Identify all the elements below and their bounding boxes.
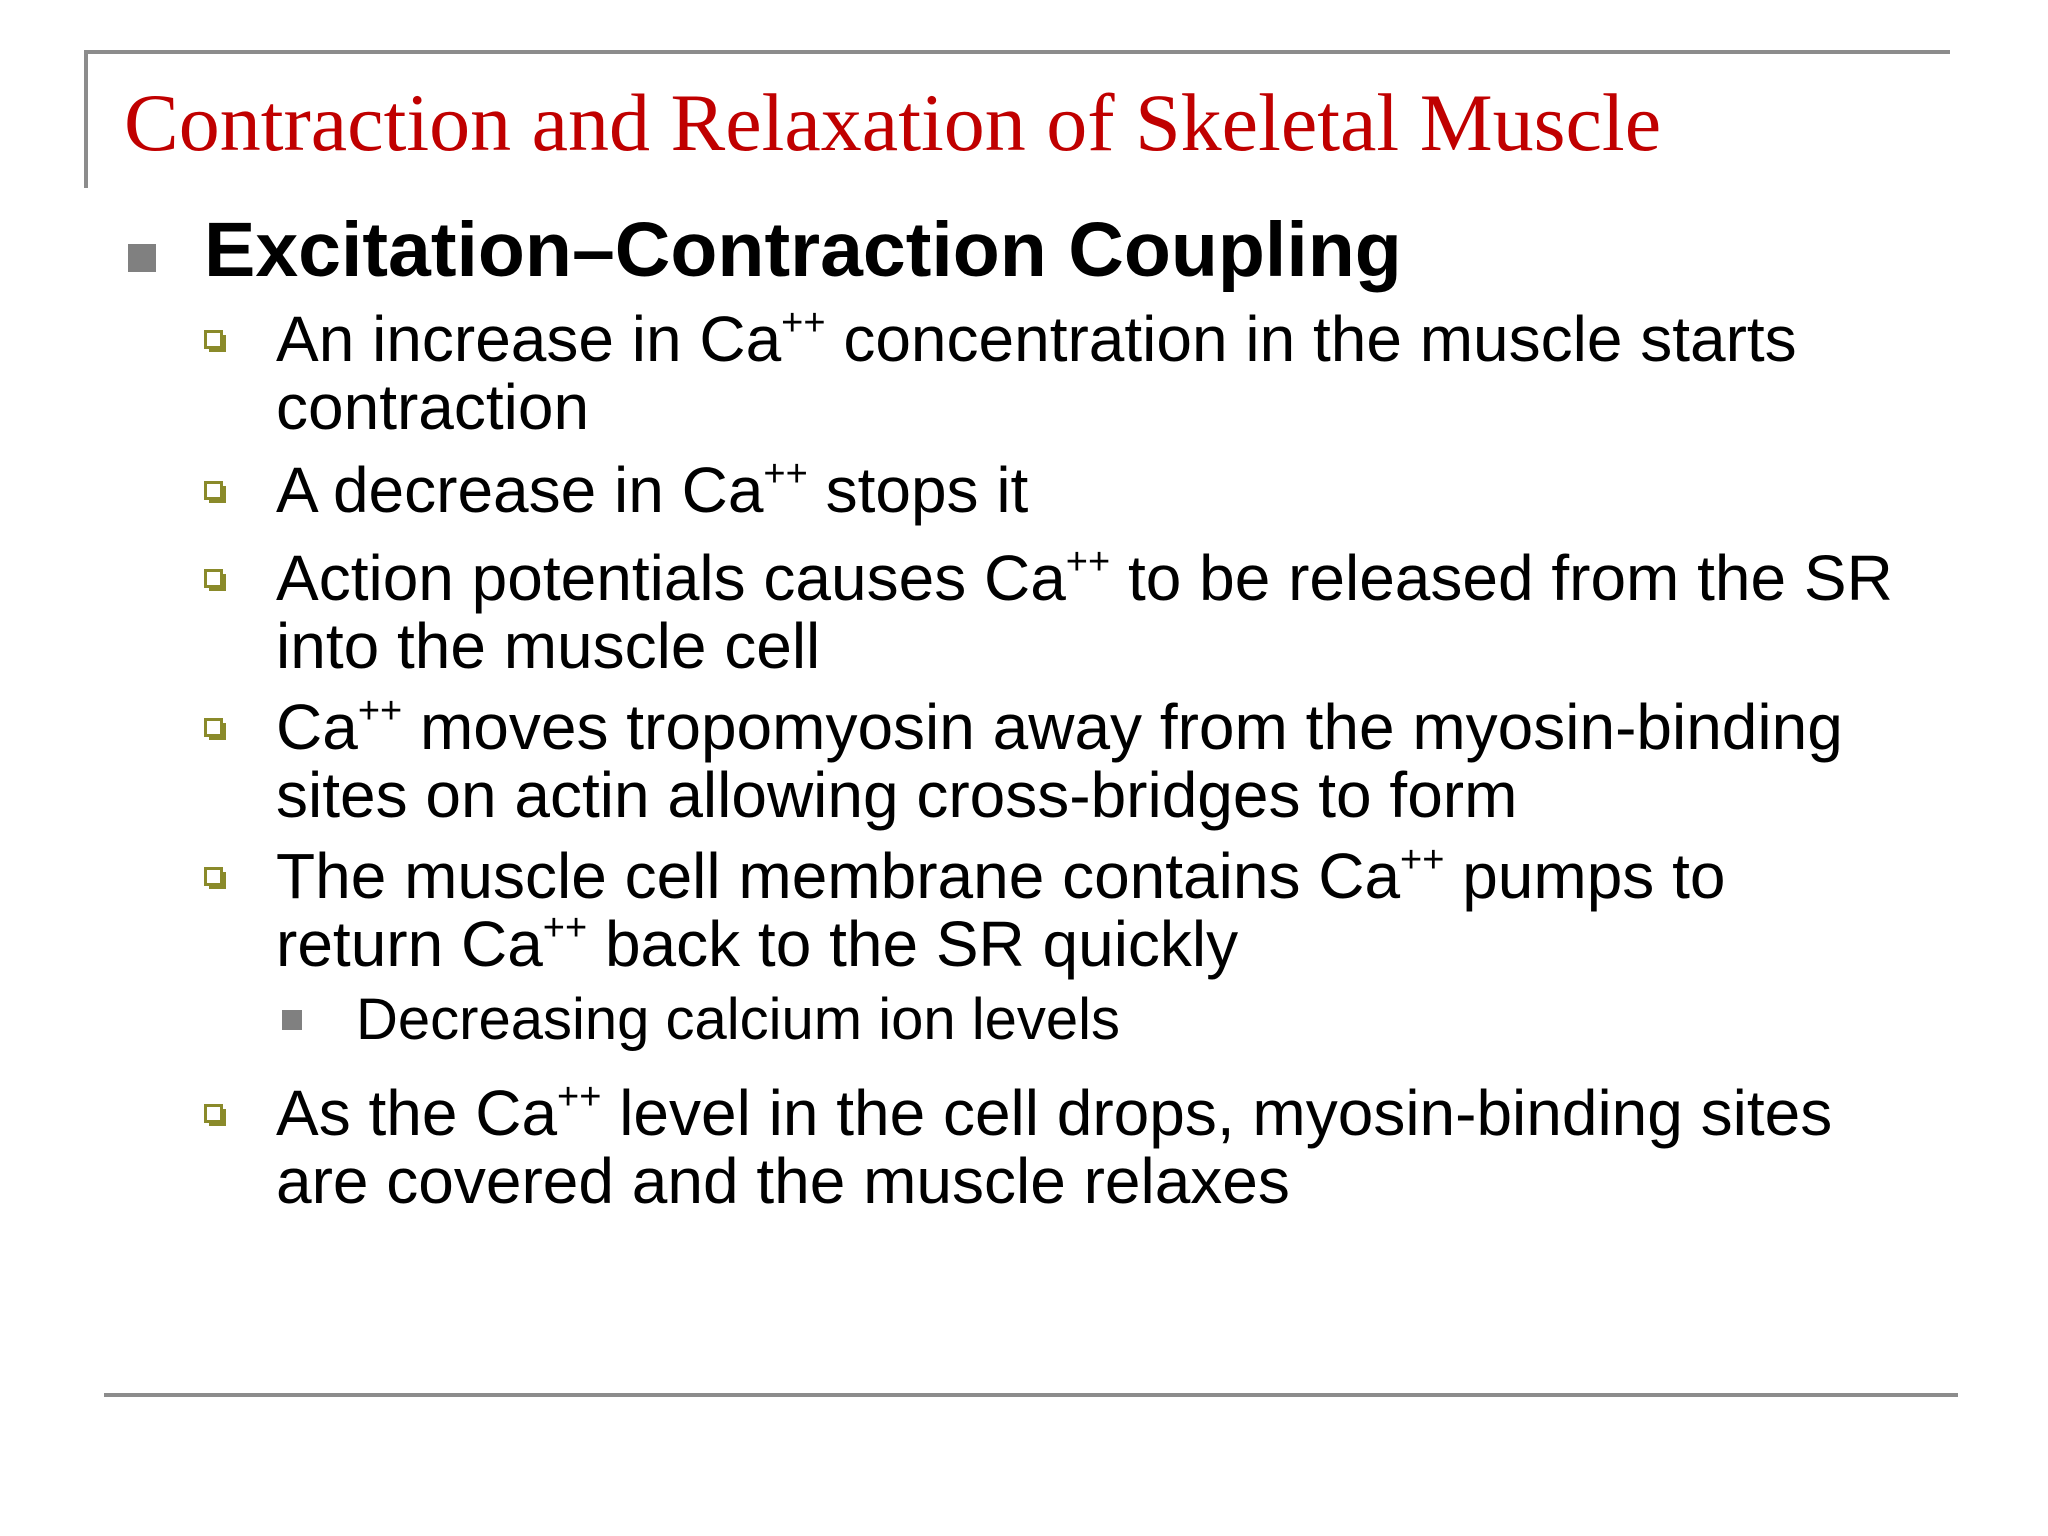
hollow-square-bullet-icon [204,330,223,349]
item-text: The muscle cell membrane contains Ca [276,840,1401,912]
list-item [276,1075,1836,1217]
item-text: Ca [276,691,358,763]
item-text: pumps to return Ca [276,840,1726,980]
hollow-square-bullet-icon [204,867,223,886]
item-text: Action potentials causes Ca [276,542,1066,614]
list-item [276,540,1936,682]
item-text: level in the cell drops, myosin-binding sites are covered and the muscle relaxes [276,1077,1833,1217]
item-text: concentration in the muscle starts contraction [276,303,1797,443]
item-text: to be released from the SR into the muscle cell [276,542,1893,682]
square-bullet-icon [128,244,156,272]
superscript: ++ [357,689,403,732]
hollow-square-bullet-icon [204,1104,223,1123]
square-bullet-icon [282,1010,302,1030]
section-heading: Excitation–Contraction Coupling [204,207,1402,293]
top-rule [86,50,1950,54]
list-item [276,689,1896,831]
hollow-square-bullet-icon [204,481,223,500]
list-item [276,838,1886,980]
item-text: moves tropomyosin away from the myosin-binding sites on actin allowing cross-bridges to form [276,691,1843,831]
item-text: An increase in Ca [276,303,782,375]
superscript: ++ [1400,838,1445,881]
item-text: stops it [807,454,1029,526]
list-item [276,452,1976,526]
superscript: ++ [763,452,808,495]
item-text: As the Ca [276,1077,558,1149]
bottom-rule [104,1393,1958,1397]
superscript: ++ [781,301,826,344]
sub-list-item: Decreasing calcium ion levels [356,987,1120,1052]
item-text: back to the SR quickly [587,908,1239,980]
list-item [276,301,1976,443]
superscript: ++ [542,906,588,949]
superscript: ++ [1065,540,1111,583]
superscript: ++ [557,1075,602,1118]
slide-title: Contraction and Relaxation of Skeletal Muscle [124,77,1662,168]
item-text: A decrease in Ca [276,454,764,526]
hollow-square-bullet-icon [204,718,223,737]
left-rule [84,50,88,188]
hollow-square-bullet-icon [204,569,223,588]
